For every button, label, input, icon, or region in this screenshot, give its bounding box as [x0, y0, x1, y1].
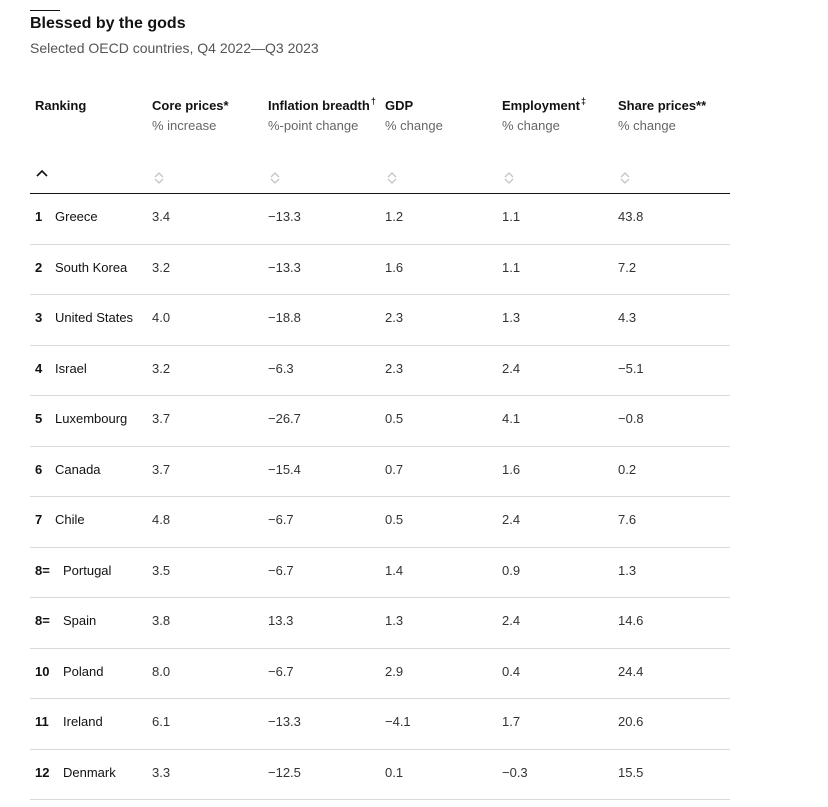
header-unit: %-point change: [268, 118, 359, 133]
header-unit: % change: [385, 118, 443, 133]
country-cell: Israel: [55, 360, 87, 376]
core-prices-value: 3.7: [152, 461, 171, 477]
rank-cell: 11: [35, 714, 49, 729]
rank-cell: 7: [35, 512, 43, 527]
header-inflation-breadth[interactable]: Inflation breadth† %-point change: [268, 96, 376, 136]
header-unit: % change: [618, 118, 676, 133]
core-prices-value: 3.4: [152, 209, 171, 224]
header-employment[interactable]: Employment‡ % change: [502, 96, 586, 136]
employment-value: 0.4: [502, 663, 521, 679]
employment-value: 1.1: [502, 209, 521, 224]
sort-diamond-icon[interactable]: [502, 170, 516, 186]
table-row: [30, 194, 730, 245]
employment-value: −0.3: [502, 764, 528, 780]
country-cell: Denmark: [63, 764, 116, 780]
rank-cell: 2: [35, 259, 43, 275]
country-cell: Poland: [63, 663, 104, 679]
employment-value: 4.1: [502, 411, 521, 426]
rank-cell: 3: [35, 310, 43, 325]
inflation-breadth-value: −12.5: [268, 764, 301, 780]
table-row: [30, 750, 730, 801]
table-row: [30, 497, 730, 548]
inflation-breadth-value: −18.8: [268, 310, 301, 325]
inflation-breadth-value: −13.3: [268, 714, 301, 729]
core-prices-value: 3.7: [152, 411, 171, 426]
table-row: [30, 346, 730, 397]
header-gdp[interactable]: GDP % change: [385, 96, 443, 136]
rank-cell: 5: [35, 411, 43, 426]
country-cell: South Korea: [55, 259, 128, 275]
gdp-value: 1.2: [385, 209, 404, 224]
country-cell: Greece: [55, 209, 98, 224]
country-cell: Portugal: [63, 562, 112, 578]
gdp-value: 1.4: [385, 562, 404, 578]
rank-cell: 8=: [35, 613, 50, 628]
header-unit: % change: [502, 118, 560, 133]
core-prices-value: 8.0: [152, 663, 171, 679]
country-cell: Canada: [55, 461, 101, 477]
core-prices-value: 4.0: [152, 310, 171, 325]
country-cell: Ireland: [63, 714, 103, 729]
core-prices-value: 3.5: [152, 562, 171, 578]
table-row: [30, 447, 730, 498]
employment-value: 2.4: [502, 613, 521, 628]
gdp-value: 0.5: [385, 411, 404, 426]
inflation-breadth-value: −15.4: [268, 461, 301, 477]
inflation-breadth-value: −6.3: [268, 360, 294, 376]
employment-value: 2.4: [502, 512, 521, 527]
share-prices-value: −0.8: [618, 411, 644, 426]
table-row: [30, 598, 730, 649]
core-prices-value: 3.2: [152, 259, 171, 275]
inflation-breadth-value: 13.3: [268, 613, 294, 628]
gdp-value: 2.9: [385, 663, 404, 679]
table-row: [30, 295, 730, 346]
share-prices-value: 7.6: [618, 512, 637, 527]
gdp-value: 0.7: [385, 461, 404, 477]
gdp-value: 2.3: [385, 310, 404, 325]
share-prices-value: 7.2: [618, 259, 637, 275]
header-ranking[interactable]: Ranking: [35, 98, 87, 113]
header-core-prices[interactable]: Core prices* % increase: [152, 96, 229, 136]
gdp-value: 2.3: [385, 360, 404, 376]
rank-cell: 10: [35, 663, 50, 679]
employment-value: 1.1: [502, 259, 521, 275]
rank-cell: 8=: [35, 562, 50, 578]
table-body: [30, 194, 730, 800]
share-prices-value: 1.3: [618, 562, 637, 578]
share-prices-value: 43.8: [618, 209, 644, 224]
inflation-breadth-value: −13.3: [268, 259, 301, 275]
country-cell: Chile: [55, 512, 85, 527]
chart-subtitle: Selected OECD countries, Q4 2022—Q3 2023: [30, 40, 319, 56]
employment-value: 0.9: [502, 562, 521, 578]
share-prices-value: 20.6: [618, 714, 644, 729]
sort-diamond-icon[interactable]: [268, 170, 282, 186]
core-prices-value: 3.2: [152, 360, 171, 376]
share-prices-value: 14.6: [618, 613, 644, 628]
share-prices-value: 24.4: [618, 663, 644, 679]
share-prices-value: 15.5: [618, 764, 644, 780]
rank-cell: 6: [35, 461, 43, 477]
share-prices-value: 0.2: [618, 461, 637, 477]
table-row: [30, 649, 730, 700]
inflation-breadth-value: −6.7: [268, 663, 294, 679]
employment-value: 1.7: [502, 714, 521, 729]
sort-diamond-icon[interactable]: [385, 170, 399, 186]
employment-value: 2.4: [502, 360, 521, 376]
share-prices-value: 4.3: [618, 310, 637, 325]
chart-title: Blessed by the gods: [30, 15, 186, 32]
rank-cell: 12: [35, 764, 50, 780]
header-share-prices[interactable]: Share prices** % change: [618, 96, 706, 136]
gdp-value: 1.6: [385, 259, 404, 275]
top-rule: [30, 10, 60, 11]
country-cell: Luxembourg: [55, 411, 128, 426]
core-prices-value: 3.8: [152, 613, 171, 628]
core-prices-value: 3.3: [152, 764, 171, 780]
sort-diamond-icon[interactable]: [152, 170, 166, 186]
gdp-value: 0.1: [385, 764, 404, 780]
chevron-up-icon[interactable]: [35, 166, 49, 180]
inflation-breadth-value: −13.3: [268, 209, 301, 224]
table-row: [30, 396, 730, 447]
rank-cell: 4: [35, 360, 43, 376]
share-prices-value: −5.1: [618, 360, 644, 376]
employment-value: 1.3: [502, 310, 521, 325]
gdp-value: −4.1: [385, 714, 411, 729]
inflation-breadth-value: −6.7: [268, 562, 294, 578]
table-row: [30, 245, 730, 296]
core-prices-value: 4.8: [152, 512, 171, 527]
table-row: [30, 548, 730, 599]
country-cell: Spain: [63, 613, 97, 628]
country-cell: United States: [55, 310, 134, 325]
inflation-breadth-value: −6.7: [268, 512, 294, 527]
gdp-value: 0.5: [385, 512, 404, 527]
table-header: [30, 96, 730, 194]
rank-cell: 1: [35, 209, 43, 224]
gdp-value: 1.3: [385, 613, 404, 628]
sort-diamond-icon[interactable]: [618, 170, 632, 186]
core-prices-value: 6.1: [152, 714, 171, 729]
header-unit: % increase: [152, 118, 217, 133]
inflation-breadth-value: −26.7: [268, 411, 301, 426]
employment-value: 1.6: [502, 461, 521, 477]
table-row: [30, 699, 730, 750]
